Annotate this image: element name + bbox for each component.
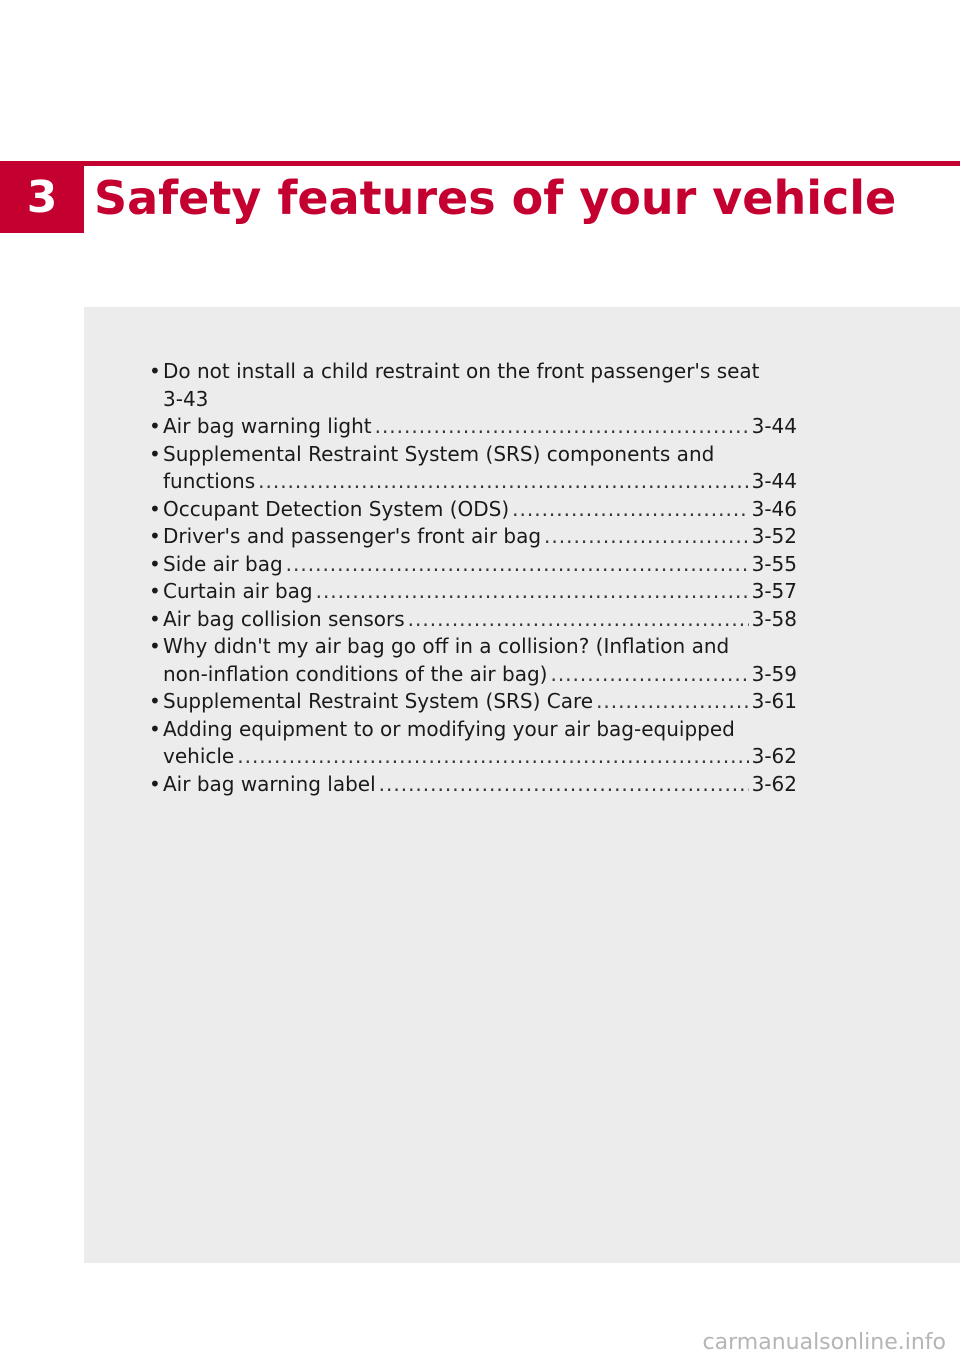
toc-entry-title: Occupant Detection System (ODS): [163, 496, 510, 521]
toc-item[interactable]: [149, 496, 797, 524]
toc-line: [163, 358, 797, 386]
watermark: carmanualsonline.info: [702, 1330, 946, 1355]
bullet-icon: •: [149, 359, 161, 383]
toc-item[interactable]: [149, 688, 797, 716]
toc-item[interactable]: [149, 771, 797, 799]
bullet-icon: •: [149, 551, 161, 576]
toc-page-number: 3-52: [751, 524, 797, 548]
toc-entry-title: Supplemental Restraint System (SRS) components and: [163, 441, 715, 466]
dot-leader: [596, 688, 749, 716]
toc-entry-title: functions: [163, 469, 256, 493]
dot-leader: [286, 551, 749, 579]
toc-line: [163, 468, 797, 496]
toc-item[interactable]: [149, 358, 797, 413]
toc-entry-title: Air bag warning light: [163, 414, 372, 438]
toc-entry-title: vehicle: [163, 744, 235, 768]
dot-leader: [316, 578, 749, 606]
dot-leader: [258, 468, 748, 496]
toc-entry-title: Air bag collision sensors: [163, 606, 405, 631]
bullet-icon: •: [149, 579, 161, 603]
toc-item[interactable]: [149, 716, 797, 771]
toc-item[interactable]: [149, 578, 797, 606]
toc-line: [163, 606, 797, 634]
toc-page-number: 3-55: [751, 551, 797, 576]
toc-entry-title: Supplemental Restraint System (SRS) Care: [163, 689, 594, 713]
toc-line: [163, 633, 797, 661]
toc-page-number: 3-62: [751, 771, 797, 796]
bullet-icon: •: [149, 771, 161, 796]
dot-leader: [550, 661, 748, 689]
toc-item[interactable]: [149, 523, 797, 551]
bullet-icon: •: [149, 606, 161, 631]
toc-entry-title: Why didn't my air bag go off in a collision? (Inflation and: [163, 634, 730, 658]
dot-leader: [544, 523, 749, 551]
toc-entry-title: Side air bag: [163, 551, 283, 576]
bullet-icon: •: [149, 496, 161, 521]
chapter-number: 3: [0, 161, 84, 233]
toc-line: [163, 496, 797, 524]
toc-item[interactable]: [149, 633, 797, 688]
chapter-title: Safety features of your vehicle: [94, 171, 897, 225]
dot-leader: [375, 413, 749, 441]
toc-line: [163, 661, 797, 689]
dot-leader: [237, 743, 748, 771]
toc-page-number: 3-46: [751, 496, 797, 521]
toc-line: [163, 413, 797, 441]
bullet-icon: •: [149, 716, 161, 741]
dot-leader: [379, 771, 749, 799]
toc-entry-title: Curtain air bag: [163, 579, 313, 603]
toc-line: [163, 716, 797, 744]
toc-item[interactable]: [149, 606, 797, 634]
toc-entry-title: Driver's and passenger's front air bag: [163, 524, 542, 548]
bullet-icon: •: [149, 524, 161, 548]
dot-leader: [512, 496, 748, 524]
toc-page-number: 3-62: [751, 744, 797, 768]
toc-page-number: 3-44: [751, 414, 797, 438]
toc-item[interactable]: [149, 551, 797, 579]
toc-entry-title: Do not install a child restraint on the front passenger's seat: [163, 359, 760, 383]
toc-page-number: 3-57: [751, 579, 797, 603]
toc-page-number: 3-61: [751, 689, 797, 713]
toc-line: [163, 386, 797, 414]
toc-line: [163, 771, 797, 799]
toc-item[interactable]: [149, 441, 797, 496]
dot-leader: [408, 606, 749, 634]
toc-page-number: 3-43: [163, 386, 209, 411]
toc-entry-title: Adding equipment to or modifying your air bag-equipped: [163, 716, 735, 741]
toc-page-number: 3-58: [751, 606, 797, 631]
toc-entry-title: Air bag warning label: [163, 771, 376, 796]
toc-item[interactable]: [149, 413, 797, 441]
bullet-icon: •: [149, 689, 161, 713]
toc-line: [163, 688, 797, 716]
toc-entry-title: non-inflation conditions of the air bag): [163, 661, 548, 686]
toc-line: [163, 578, 797, 606]
toc-line: [163, 551, 797, 579]
toc-line: [163, 743, 797, 771]
table-of-contents: [149, 358, 797, 798]
bullet-icon: •: [149, 414, 161, 438]
toc-page-number: 3-59: [751, 661, 797, 686]
toc-page-number: 3-44: [751, 469, 797, 493]
bullet-icon: •: [149, 634, 161, 658]
toc-line: [163, 523, 797, 551]
toc-line: [163, 441, 797, 469]
bullet-icon: •: [149, 441, 161, 466]
